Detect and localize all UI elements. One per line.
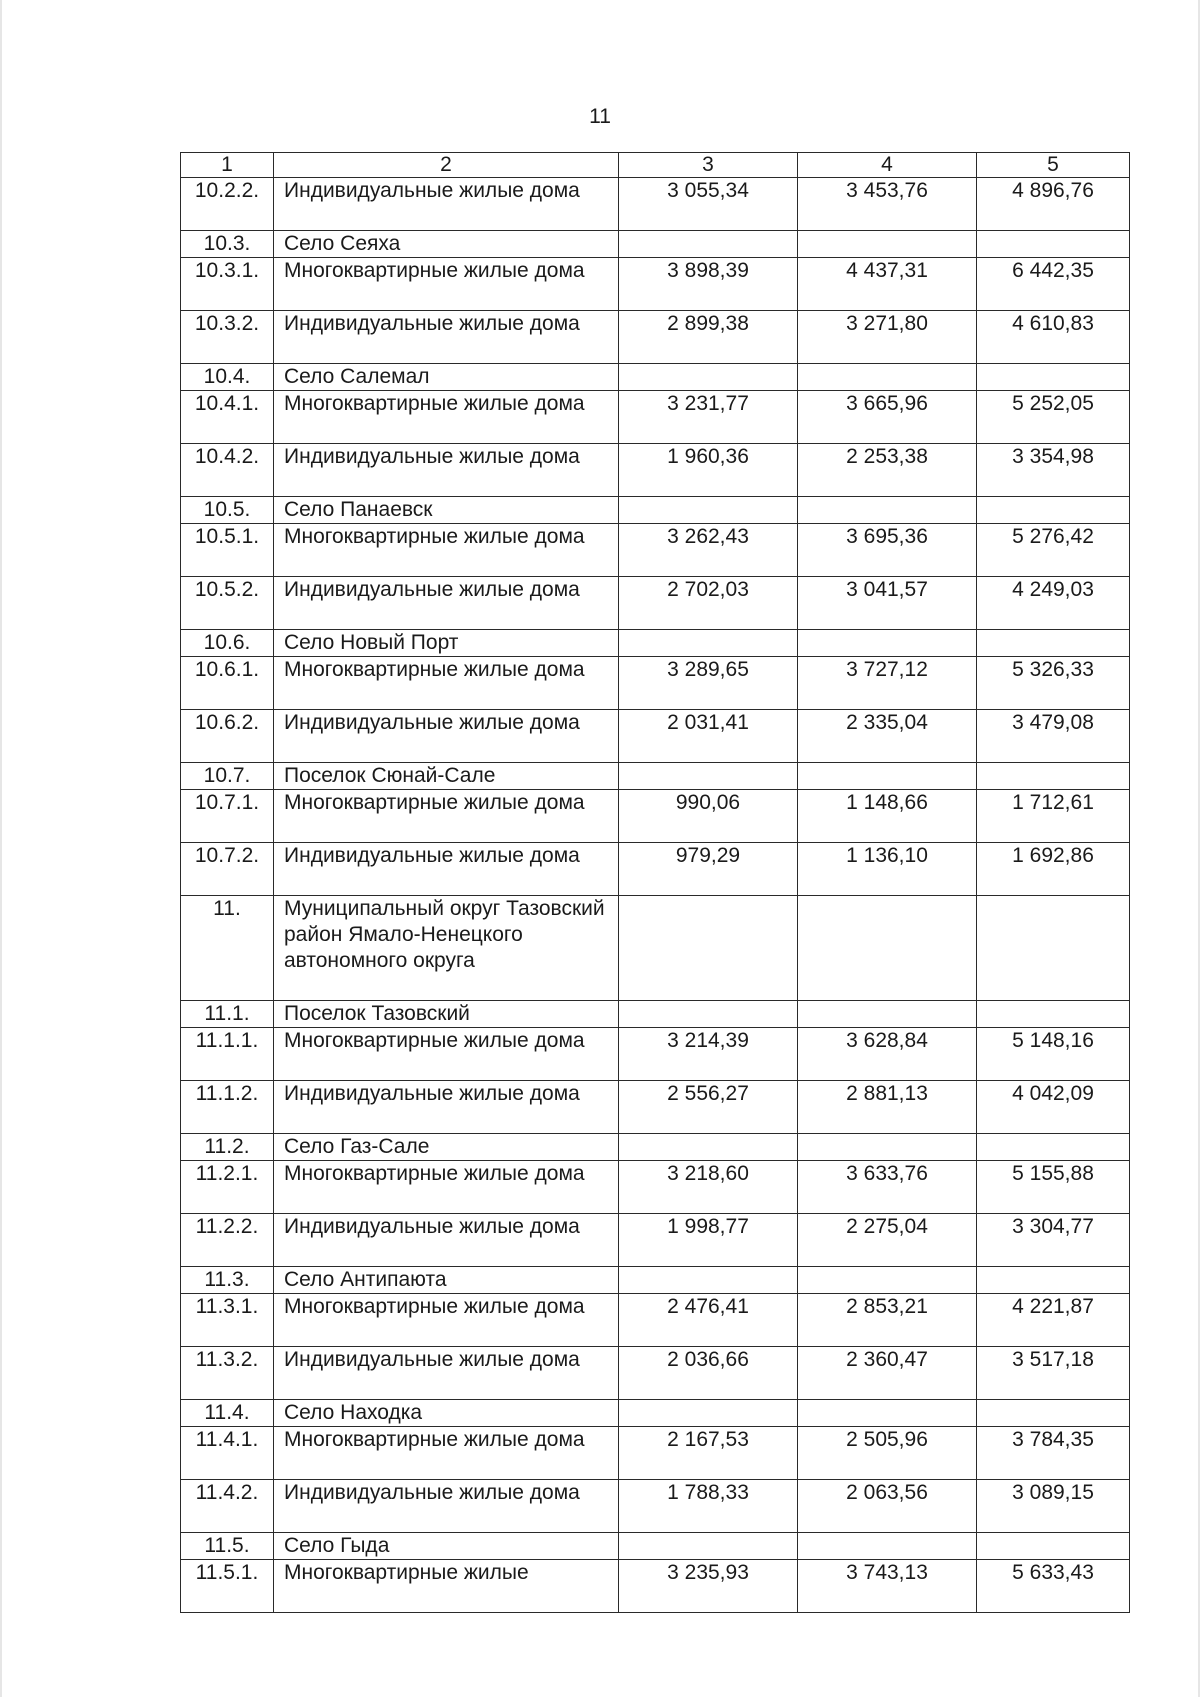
row-value-col4: 2 253,38 bbox=[798, 444, 977, 497]
row-number: 10.6.1. bbox=[181, 657, 274, 710]
row-value-col4: 3 743,13 bbox=[798, 1560, 977, 1613]
header-col-4: 4 bbox=[798, 153, 977, 178]
row-value-col4 bbox=[798, 497, 977, 524]
row-name: Индивидуальные жилые дома bbox=[274, 444, 619, 497]
row-value-col5: 5 276,42 bbox=[977, 524, 1130, 577]
table-row bbox=[181, 1533, 1130, 1560]
row-number: 10.6. bbox=[181, 630, 274, 657]
row-value-col5 bbox=[977, 364, 1130, 391]
row-number: 10.5.2. bbox=[181, 577, 274, 630]
row-number: 10.7.2. bbox=[181, 843, 274, 896]
row-value-col3: 990,06 bbox=[619, 790, 798, 843]
table-row bbox=[181, 1294, 1130, 1347]
row-value-col3: 2 476,41 bbox=[619, 1294, 798, 1347]
row-number: 10.3.1. bbox=[181, 258, 274, 311]
table-row bbox=[181, 843, 1130, 896]
page-edge-left bbox=[0, 0, 2, 1697]
row-value-col5 bbox=[977, 763, 1130, 790]
row-number: 11.2.2. bbox=[181, 1214, 274, 1267]
row-name: Село Находка bbox=[274, 1400, 619, 1427]
row-value-col4: 3 453,76 bbox=[798, 178, 977, 231]
row-value-col4: 3 665,96 bbox=[798, 391, 977, 444]
row-number: 10.6.2. bbox=[181, 710, 274, 763]
table-row bbox=[181, 657, 1130, 710]
row-value-col5: 4 896,76 bbox=[977, 178, 1130, 231]
row-name: Индивидуальные жилые дома bbox=[274, 1347, 619, 1400]
table-row bbox=[181, 524, 1130, 577]
row-number: 10.2.2. bbox=[181, 178, 274, 231]
row-value-col3 bbox=[619, 896, 798, 1001]
row-name: Индивидуальные жилые дома bbox=[274, 178, 619, 231]
row-value-col4 bbox=[798, 1267, 977, 1294]
row-name: Поселок Тазовский bbox=[274, 1001, 619, 1028]
table-row bbox=[181, 1081, 1130, 1134]
row-value-col3: 1 960,36 bbox=[619, 444, 798, 497]
row-value-col4: 2 360,47 bbox=[798, 1347, 977, 1400]
row-name: Многоквартирные жилые дома bbox=[274, 657, 619, 710]
row-value-col5 bbox=[977, 896, 1130, 1001]
row-value-col5: 4 610,83 bbox=[977, 311, 1130, 364]
row-number: 11.4. bbox=[181, 1400, 274, 1427]
row-value-col3: 3 214,39 bbox=[619, 1028, 798, 1081]
row-value-col3 bbox=[619, 231, 798, 258]
row-value-col4: 2 335,04 bbox=[798, 710, 977, 763]
row-name: Многоквартирные жилые дома bbox=[274, 258, 619, 311]
row-value-col5: 4 221,87 bbox=[977, 1294, 1130, 1347]
row-value-col5 bbox=[977, 1134, 1130, 1161]
table-row bbox=[181, 1347, 1130, 1400]
table-row bbox=[181, 364, 1130, 391]
row-value-col3: 3 898,39 bbox=[619, 258, 798, 311]
row-name: Многоквартирные жилые дома bbox=[274, 1161, 619, 1214]
row-value-col5: 4 042,09 bbox=[977, 1081, 1130, 1134]
row-value-col4 bbox=[798, 896, 977, 1001]
row-number: 11.4.2. bbox=[181, 1480, 274, 1533]
row-value-col3: 2 702,03 bbox=[619, 577, 798, 630]
row-name: Село Гыда bbox=[274, 1533, 619, 1560]
table-row bbox=[181, 391, 1130, 444]
row-value-col5: 5 633,43 bbox=[977, 1560, 1130, 1613]
row-value-col5: 4 249,03 bbox=[977, 577, 1130, 630]
table-row bbox=[181, 710, 1130, 763]
table-row bbox=[181, 1161, 1130, 1214]
table-row bbox=[181, 1560, 1130, 1613]
row-number: 11.1. bbox=[181, 1001, 274, 1028]
row-name: Село Антипаюта bbox=[274, 1267, 619, 1294]
row-value-col3: 3 235,93 bbox=[619, 1560, 798, 1613]
row-value-col4 bbox=[798, 1134, 977, 1161]
row-value-col3: 3 231,77 bbox=[619, 391, 798, 444]
row-value-col4: 3 633,76 bbox=[798, 1161, 977, 1214]
row-number: 10.4. bbox=[181, 364, 274, 391]
row-number: 10.3.2. bbox=[181, 311, 274, 364]
row-value-col4: 1 148,66 bbox=[798, 790, 977, 843]
row-value-col5: 6 442,35 bbox=[977, 258, 1130, 311]
row-number: 11.4.1. bbox=[181, 1427, 274, 1480]
row-number: 10.5.1. bbox=[181, 524, 274, 577]
row-value-col4: 4 437,31 bbox=[798, 258, 977, 311]
row-value-col4 bbox=[798, 1001, 977, 1028]
row-value-col3: 2 167,53 bbox=[619, 1427, 798, 1480]
row-number: 11.1.2. bbox=[181, 1081, 274, 1134]
row-value-col4: 3 628,84 bbox=[798, 1028, 977, 1081]
row-value-col4: 2 275,04 bbox=[798, 1214, 977, 1267]
row-value-col4: 3 271,80 bbox=[798, 311, 977, 364]
row-number: 10.7.1. bbox=[181, 790, 274, 843]
table-row bbox=[181, 1427, 1130, 1480]
table-row bbox=[181, 258, 1130, 311]
row-value-col5 bbox=[977, 497, 1130, 524]
table-row bbox=[181, 790, 1130, 843]
row-value-col5: 3 784,35 bbox=[977, 1427, 1130, 1480]
row-value-col4: 3 695,36 bbox=[798, 524, 977, 577]
row-value-col5 bbox=[977, 231, 1130, 258]
row-name: Многоквартирные жилые дома bbox=[274, 1294, 619, 1347]
row-value-col5 bbox=[977, 1267, 1130, 1294]
table-row bbox=[181, 1400, 1130, 1427]
table-row bbox=[181, 1028, 1130, 1081]
table-row bbox=[181, 1134, 1130, 1161]
header-col-5: 5 bbox=[977, 153, 1130, 178]
row-name: Индивидуальные жилые дома bbox=[274, 1081, 619, 1134]
header-col-3: 3 bbox=[619, 153, 798, 178]
row-value-col5: 5 326,33 bbox=[977, 657, 1130, 710]
row-name: Село Сеяха bbox=[274, 231, 619, 258]
row-number: 11.3.1. bbox=[181, 1294, 274, 1347]
row-name: Многоквартирные жилые дома bbox=[274, 1028, 619, 1081]
row-value-col3 bbox=[619, 1400, 798, 1427]
row-value-col4 bbox=[798, 763, 977, 790]
row-value-col3: 1 788,33 bbox=[619, 1480, 798, 1533]
row-value-col4: 1 136,10 bbox=[798, 843, 977, 896]
row-value-col5: 3 304,77 bbox=[977, 1214, 1130, 1267]
row-number: 11.3. bbox=[181, 1267, 274, 1294]
row-value-col5: 5 252,05 bbox=[977, 391, 1130, 444]
row-number: 11.1.1. bbox=[181, 1028, 274, 1081]
row-value-col4: 3 041,57 bbox=[798, 577, 977, 630]
row-name: Индивидуальные жилые дома bbox=[274, 577, 619, 630]
row-number: 11.5. bbox=[181, 1533, 274, 1560]
row-name: Индивидуальные жилые дома bbox=[274, 843, 619, 896]
table-row bbox=[181, 1001, 1130, 1028]
table-row bbox=[181, 1214, 1130, 1267]
row-value-col5: 1 692,86 bbox=[977, 843, 1130, 896]
row-name: Многоквартирные жилые дома bbox=[274, 1427, 619, 1480]
row-name: Село Панаевск bbox=[274, 497, 619, 524]
row-name: Муниципальный округ Тазовский район Ямало-Ненецкого автономного округа bbox=[274, 896, 619, 1001]
table-row bbox=[181, 1480, 1130, 1533]
row-value-col3: 3 262,43 bbox=[619, 524, 798, 577]
header-col-2: 2 bbox=[274, 153, 619, 178]
row-name: Индивидуальные жилые дома bbox=[274, 1480, 619, 1533]
row-name: Многоквартирные жилые дома bbox=[274, 524, 619, 577]
row-value-col4: 2 063,56 bbox=[798, 1480, 977, 1533]
row-name: Индивидуальные жилые дома bbox=[274, 311, 619, 364]
row-value-col5: 3 517,18 bbox=[977, 1347, 1130, 1400]
row-number: 10.4.2. bbox=[181, 444, 274, 497]
row-value-col5: 3 479,08 bbox=[977, 710, 1130, 763]
row-number: 10.4.1. bbox=[181, 391, 274, 444]
row-value-col3: 2 556,27 bbox=[619, 1081, 798, 1134]
row-value-col3 bbox=[619, 364, 798, 391]
row-value-col3: 3 055,34 bbox=[619, 178, 798, 231]
table-row bbox=[181, 577, 1130, 630]
row-value-col4: 2 853,21 bbox=[798, 1294, 977, 1347]
row-name: Село Салемал bbox=[274, 364, 619, 391]
table-row bbox=[181, 311, 1130, 364]
row-value-col4 bbox=[798, 1533, 977, 1560]
row-value-col3 bbox=[619, 1267, 798, 1294]
row-value-col3: 2 899,38 bbox=[619, 311, 798, 364]
header-col-1: 1 bbox=[181, 153, 274, 178]
row-value-col3: 2 031,41 bbox=[619, 710, 798, 763]
row-name: Многоквартирные жилые дома bbox=[274, 391, 619, 444]
row-name: Многоквартирные жилые bbox=[274, 1560, 619, 1613]
row-value-col4: 3 727,12 bbox=[798, 657, 977, 710]
row-value-col3 bbox=[619, 1533, 798, 1560]
table-header-row bbox=[181, 153, 1130, 178]
row-name: Многоквартирные жилые дома bbox=[274, 790, 619, 843]
row-value-col4 bbox=[798, 1400, 977, 1427]
row-number: 10.5. bbox=[181, 497, 274, 524]
row-value-col3 bbox=[619, 763, 798, 790]
row-number: 11.2.1. bbox=[181, 1161, 274, 1214]
row-value-col3 bbox=[619, 1001, 798, 1028]
row-value-col5: 3 089,15 bbox=[977, 1480, 1130, 1533]
row-value-col5 bbox=[977, 1001, 1130, 1028]
table-row bbox=[181, 231, 1130, 258]
row-value-col5 bbox=[977, 1533, 1130, 1560]
row-name: Поселок Сюнай-Сале bbox=[274, 763, 619, 790]
row-number: 11.2. bbox=[181, 1134, 274, 1161]
row-value-col4: 2 881,13 bbox=[798, 1081, 977, 1134]
row-number: 11. bbox=[181, 896, 274, 1001]
row-value-col3 bbox=[619, 1134, 798, 1161]
row-value-col5: 3 354,98 bbox=[977, 444, 1130, 497]
row-value-col4 bbox=[798, 231, 977, 258]
row-value-col3: 3 289,65 bbox=[619, 657, 798, 710]
table-row bbox=[181, 1267, 1130, 1294]
row-value-col4 bbox=[798, 364, 977, 391]
row-name: Индивидуальные жилые дома bbox=[274, 1214, 619, 1267]
table-row bbox=[181, 630, 1130, 657]
row-name: Село Новый Порт bbox=[274, 630, 619, 657]
tariff-table bbox=[180, 152, 1130, 1613]
row-value-col5: 1 712,61 bbox=[977, 790, 1130, 843]
table-row bbox=[181, 444, 1130, 497]
row-value-col5 bbox=[977, 1400, 1130, 1427]
row-value-col5: 5 148,16 bbox=[977, 1028, 1130, 1081]
row-name: Село Газ-Сале bbox=[274, 1134, 619, 1161]
row-value-col3 bbox=[619, 630, 798, 657]
row-value-col5: 5 155,88 bbox=[977, 1161, 1130, 1214]
row-value-col3 bbox=[619, 497, 798, 524]
row-value-col3: 2 036,66 bbox=[619, 1347, 798, 1400]
row-number: 10.3. bbox=[181, 231, 274, 258]
row-value-col4 bbox=[798, 630, 977, 657]
row-number: 10.7. bbox=[181, 763, 274, 790]
row-name: Индивидуальные жилые дома bbox=[274, 710, 619, 763]
table-row bbox=[181, 896, 1130, 1001]
page-number: 11 bbox=[589, 105, 611, 128]
table-row bbox=[181, 178, 1130, 231]
table-row bbox=[181, 497, 1130, 524]
row-number: 11.5.1. bbox=[181, 1560, 274, 1613]
row-value-col4: 2 505,96 bbox=[798, 1427, 977, 1480]
row-value-col3: 979,29 bbox=[619, 843, 798, 896]
row-value-col5 bbox=[977, 630, 1130, 657]
row-number: 11.3.2. bbox=[181, 1347, 274, 1400]
row-value-col3: 1 998,77 bbox=[619, 1214, 798, 1267]
table-row bbox=[181, 763, 1130, 790]
row-value-col3: 3 218,60 bbox=[619, 1161, 798, 1214]
